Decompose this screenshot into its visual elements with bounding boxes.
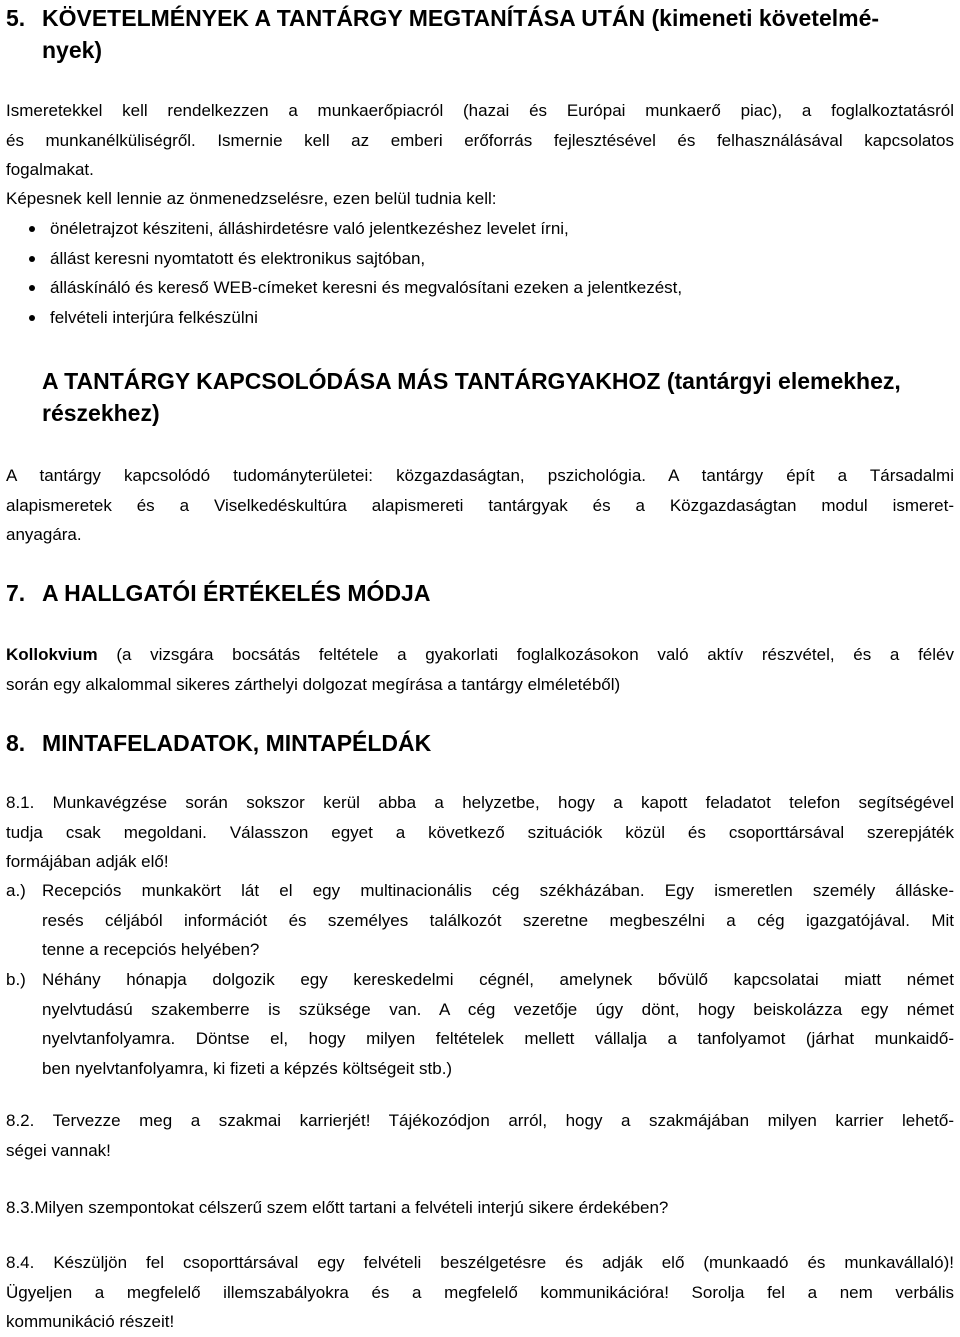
section-5-title-line-1: 5. KÖVETELMÉNYEK A TANTÁRGY MEGTANÍTÁSA UTÁN (kimeneti követelmé- <box>6 2 956 34</box>
section-7-number: 7. <box>6 580 26 606</box>
bullet-dot-icon <box>29 256 35 262</box>
section-6-heading <box>6 365 956 429</box>
section-8-heading <box>6 727 956 759</box>
section-6-title: A TANTÁRGY KAPCSOLÓDÁSA MÁS TANTÁRGYAKHOZ (tantárgyi elemekhez, részekhez) <box>42 368 901 426</box>
task-8-1: 8.1. Munkavégzése során sokszor kerül abba a helyzetbe, hogy a kapott feladatot telefon segítségével tudja csak megoldani. Válasszon egyet a következő szituációk közül és csoporttársával szerepjáték formájában adják elő! <box>6 793 954 871</box>
kollokvium-keyword: Kollokvium <box>6 645 98 664</box>
section-7-heading <box>6 577 956 609</box>
skills-bullet-list <box>6 214 954 332</box>
bullet-item: felvételi interjúra felkészülni <box>6 303 954 333</box>
bullet-item: álláskínáló és kereső WEB-címeket keresni és megvalósítani ezeken a jelentkezést, <box>6 273 954 303</box>
bullet-dot-icon <box>29 315 35 321</box>
bullet-dot-icon <box>29 285 35 291</box>
task-8-1-option-a: a.) Recepciós munkakört lát el egy multinacionális cég székházában. Egy ismeretlen személy álláske- resés céljából információt és személyes találkozót szeretne megbeszélni a cég igazgatójával. Mit tenne a recepciós helyében? <box>6 876 954 965</box>
bullet-dot-icon <box>29 226 35 232</box>
section-8-number: 8. <box>6 730 26 756</box>
option-b-label: b.) <box>6 970 26 989</box>
section-6-number <box>6 365 42 397</box>
option-a-label: a.) <box>6 881 26 900</box>
bullet-item: állást keresni nyomtatott és elektronikus sajtóban, <box>6 244 954 274</box>
section-5-paragraph-2: Képesnek kell lennie az önmenedzselésre, ezen belül tudnia kell: <box>6 189 497 208</box>
section-5-paragraph-1: Ismeretekkel kell rendelkezzen a munkaerőpiacról (hazai és Európai munkaerő piac), a foglalkoztatásról és munkanélküliségről. Ismernie kell az emberi erőforrás fejlesztésével és felhasználásával kapcsolatos fogalmakat. <box>6 101 954 179</box>
section-5-heading <box>6 2 956 66</box>
task-8-4: 8.4. Készüljön fel csoporttársával egy felvételi beszélgetésre és adják elő (munkaadó és munkavállaló)! Ügyeljen a megfelelő illemszabályokra és a megfelelő kommunikációra! Sorolja fel a nem verbális kommunikáció részeit! <box>6 1253 954 1331</box>
section-6-paragraph: A tantárgy kapcsolódó tudományterületei: közgazdaságtan, pszichológia. A tantárgy épít a Társadalmi alapismeretek és a Viselkedéskultúra alapismereti tantárgyak és a Közgazdaságtan modul ismeret- anyagára. <box>6 466 954 544</box>
section-7-paragraph: Kollokvium (a vizsgára bocsátás feltétele a gyakorlati foglalkozásokon való aktív részvétel, és a félév során egy alkalommal sikeres zárthelyi dolgozat megírása a tantárgy elméletéből) <box>6 645 954 694</box>
section-7-title: A HALLGATÓI ÉRTÉKELÉS MÓDJA <box>42 580 431 606</box>
task-8-3: 8.3.Milyen szempontokat célszerű szem előtt tartani a felvételi interjú sikere érdekében? <box>6 1198 669 1217</box>
task-8-2: 8.2. Tervezze meg a szakmai karrierjét! Tájékozódjon arról, hogy a szakmájában milyen karrier lehető- ségei vannak! <box>6 1111 954 1160</box>
bullet-item: önéletrajzot késziteni, álláshirdetésre való jelentkezéshez levelet írni, <box>6 214 954 244</box>
task-8-1-option-b: b.) Néhány hónapja dolgozik egy kereskedelmi cégnél, amelynek bővülő kapcsolatai miatt német nyelvtudású szakemberre is szüksége van. A cég vezetője úgy dönt, hogy beiskolázza egy német nyelvtanfolyamra. Döntse el, hogy milyen feltételek mellett vállalja a tanfolyamot (járhat munkaidő- ben nyelvtanfolyamra, ki fizeti a képzés költségeit stb.) <box>6 965 954 1083</box>
section-5-number: 5. <box>6 5 26 31</box>
section-8-title: MINTAFELADATOK, MINTAPÉLDÁK <box>42 730 432 756</box>
section-5-title-line-2: nyek) <box>42 37 103 63</box>
